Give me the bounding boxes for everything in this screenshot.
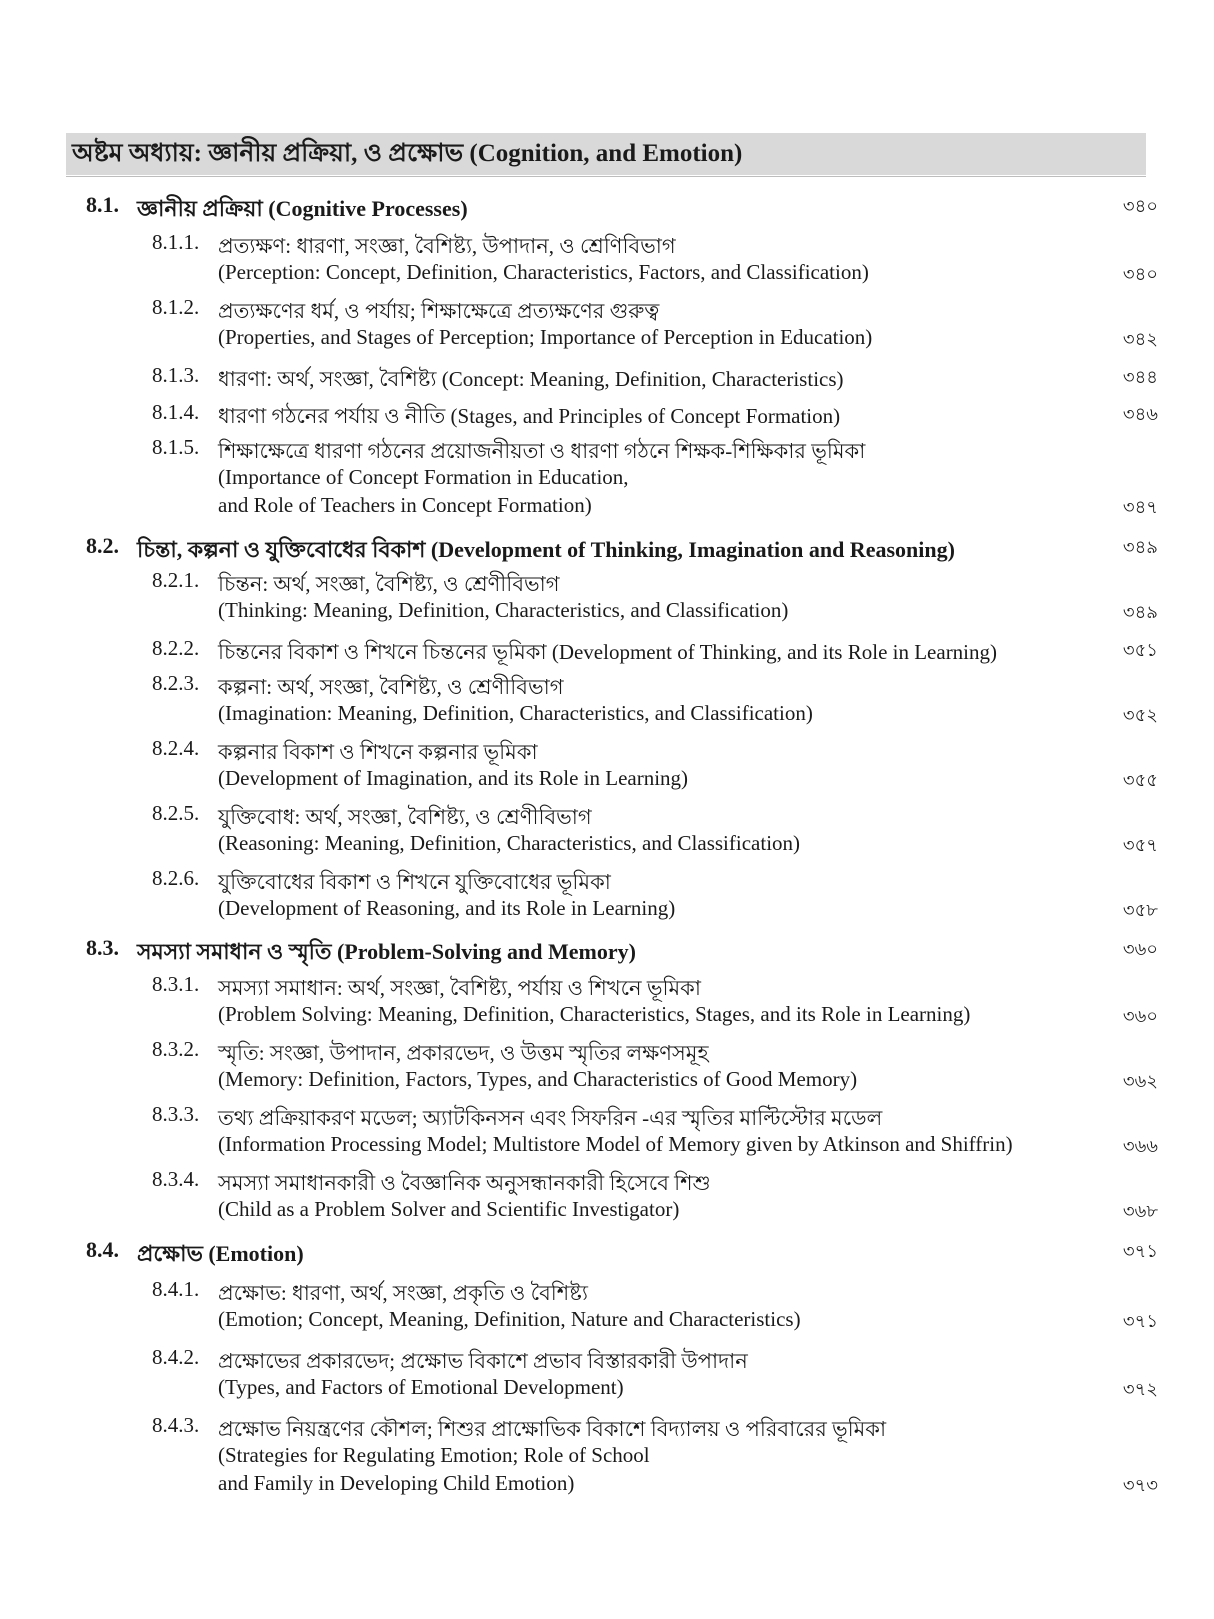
section-title: সমস্যা সমাধান ও স্মৃতি (Problem-Solving and Memory)	[137, 939, 636, 964]
entry-number: 8.4.2.	[152, 1345, 200, 1369]
entry-text: (Problem Solving: Meaning, Definition, Characteristics, Stages, and its Role in Learning)	[218, 1002, 971, 1026]
entry-text: (Imagination: Meaning, Definition, Characteristics, and Classification)	[218, 701, 813, 725]
entry-text: কল্পনার বিকাশ ও শিখনে কল্পনার ভূমিকা	[218, 740, 538, 764]
page-number: ৩৪৯	[1122, 602, 1158, 623]
entry-number: 8.3.4.	[152, 1167, 200, 1191]
entry-text: যুক্তিবোধের বিকাশ ও শিখনে যুক্তিবোধের ভূমিকা	[218, 870, 611, 894]
page-number: ৩৪২	[1122, 329, 1158, 350]
page-number: ৩৪৯	[1122, 537, 1158, 558]
section-number: 8.3.	[86, 935, 119, 960]
page-number: ৩৫২	[1122, 705, 1158, 726]
entry-number: 8.3.1.	[152, 972, 200, 996]
entry-text: (Development of Reasoning, and its Role in Learning)	[218, 896, 676, 920]
chapter-divider	[66, 176, 1146, 177]
entry-text: and Role of Teachers in Concept Formation)	[218, 493, 592, 517]
entry-text: (Emotion; Concept, Meaning, Definition, Nature and Characteristics)	[218, 1307, 801, 1331]
page-number: ৩৪৬	[1122, 404, 1158, 425]
entry-number: 8.2.5.	[152, 801, 200, 825]
entry-text: তথ্য প্রক্রিয়াকরণ মডেল; অ্যাটকিনসন এবং সিফরিন -এর স্মৃতির মাল্টিস্টোর মডেল	[218, 1106, 883, 1130]
page-number: ৩৫৫	[1122, 770, 1158, 791]
entry-text: (Properties, and Stages of Perception; Importance of Perception in Education)	[218, 325, 873, 349]
page-number: ৩৪৪	[1122, 367, 1158, 388]
page-number: ৩৭১	[1122, 1311, 1158, 1332]
entry-text: (Reasoning: Meaning, Definition, Characteristics, and Classification)	[218, 831, 801, 855]
entry-text: কল্পনা: অর্থ, সংজ্ঞা, বৈশিষ্ট্য, ও শ্রেণীবিভাগ	[218, 675, 564, 699]
entry-number: 8.2.6.	[152, 866, 200, 890]
entry-text: স্মৃতি: সংজ্ঞা, উপাদান, প্রকারভেদ, ও উত্তম স্মৃতির লক্ষণসমূহ	[218, 1041, 709, 1065]
page-number: ৩৪০	[1122, 264, 1158, 285]
entry-number: 8.3.2.	[152, 1037, 200, 1061]
entry-text: (Perception: Concept, Definition, Characteristics, Factors, and Classification)	[218, 260, 869, 284]
entry-number: 8.1.5.	[152, 435, 200, 459]
page-number: ৩৬২	[1122, 1071, 1158, 1092]
entry-number: 8.2.2.	[152, 636, 200, 660]
entry-text: প্রক্ষোভের প্রকারভেদ; প্রক্ষোভ বিকাশে প্রভাব বিস্তারকারী উপাদান	[218, 1349, 748, 1373]
entry-number: 8.1.1.	[152, 230, 200, 254]
entry-text: সমস্যা সমাধানকারী ও বৈজ্ঞানিক অনুসন্ধানকারী হিসেবে শিশু	[218, 1171, 711, 1195]
section-number: 8.1.	[86, 192, 119, 217]
entry-number: 8.1.4.	[152, 400, 200, 424]
page-number: ৩৫১	[1122, 640, 1158, 661]
entry-text: (Strategies for Regulating Emotion; Role of School	[218, 1443, 650, 1467]
entry-text: ধারণা: অর্থ, সংজ্ঞা, বৈশিষ্ট্য (Concept: Meaning, Definition, Characteristics)	[218, 367, 844, 391]
entry-number: 8.2.1.	[152, 568, 200, 592]
entry-number: 8.1.3.	[152, 363, 200, 387]
entry-text: and Family in Developing Child Emotion)	[218, 1471, 575, 1495]
entry-number: 8.2.4.	[152, 736, 200, 760]
section-number: 8.2.	[86, 533, 119, 558]
page-number: ৩৫৮	[1122, 900, 1158, 921]
entry-text: (Thinking: Meaning, Definition, Characteristics, and Classification)	[218, 598, 789, 622]
entry-text: (Types, and Factors of Emotional Development)	[218, 1375, 624, 1399]
entry-text: প্রক্ষোভ: ধারণা, অর্থ, সংজ্ঞা, প্রকৃতি ও বৈশিষ্ট্য	[218, 1281, 588, 1305]
entry-text: প্রত্যক্ষণের ধর্ম, ও পর্যায়; শিক্ষাক্ষেত্রে প্রত্যক্ষণের গুরুত্ব	[218, 299, 660, 323]
entry-text: চিন্তন: অর্থ, সংজ্ঞা, বৈশিষ্ট্য, ও শ্রেণীবিভাগ	[218, 572, 560, 596]
page-number: ৩৪৭	[1122, 497, 1158, 518]
entry-text: (Importance of Concept Formation in Education,	[218, 465, 629, 489]
entry-text: (Information Processing Model; Multistore Model of Memory given by Atkinson and Shiffrin)	[218, 1132, 1013, 1156]
page-number: ৩৭৩	[1122, 1475, 1158, 1496]
page-number: ৩৬০	[1122, 1006, 1158, 1027]
page-number: ৩৬৮	[1122, 1201, 1158, 1222]
page-number: ৩৬৬	[1122, 1136, 1158, 1157]
entry-text: শিক্ষাক্ষেত্রে ধারণা গঠনের প্রয়োজনীয়তা ও ধারণা গঠনে শিক্ষক-শিক্ষিকার ভূমিকা	[218, 439, 866, 463]
page-number: ৩৭১	[1122, 1241, 1158, 1262]
entry-text: যুক্তিবোধ: অর্থ, সংজ্ঞা, বৈশিষ্ট্য, ও শ্রেণীবিভাগ	[218, 805, 592, 829]
page-number: ৩৫৭	[1122, 835, 1158, 856]
entry-number: 8.4.3.	[152, 1413, 200, 1437]
entry-text: (Child as a Problem Solver and Scientific Investigator)	[218, 1197, 680, 1221]
page-number: ৩৭২	[1122, 1379, 1158, 1400]
entry-text: প্রত্যক্ষণ: ধারণা, সংজ্ঞা, বৈশিষ্ট্য, উপাদান, ও শ্রেণিবিভাগ	[218, 234, 676, 258]
entry-text: প্রক্ষোভ নিয়ন্ত্রণের কৌশল; শিশুর প্রাক্ষোভিক বিকাশে বিদ্যালয় ও পরিবারের ভূমিকা	[218, 1417, 887, 1441]
page-number: ৩৪০	[1122, 196, 1158, 217]
chapter-title-bar	[66, 133, 1146, 175]
section-title: চিন্তা, কল্পনা ও যুক্তিবোধের বিকাশ (Development of Thinking, Imagination and Reasoning)	[137, 537, 955, 562]
entry-text: ধারণা গঠনের পর্যায় ও নীতি (Stages, and Principles of Concept Formation)	[218, 404, 841, 428]
entry-number: 8.3.3.	[152, 1102, 200, 1126]
entry-number: 8.4.1.	[152, 1277, 200, 1301]
entry-number: 8.1.2.	[152, 295, 200, 319]
section-title: প্রক্ষোভ (Emotion)	[137, 1241, 304, 1266]
entry-text: সমস্যা সমাধান: অর্থ, সংজ্ঞা, বৈশিষ্ট্য, পর্যায় ও শিখনে ভূমিকা	[218, 976, 701, 1000]
section-title: জ্ঞানীয় প্রক্রিয়া (Cognitive Processes)	[137, 196, 468, 221]
entry-text: চিন্তনের বিকাশ ও শিখনে চিন্তনের ভূমিকা (Development of Thinking, and its Role in Learning)	[218, 640, 998, 664]
section-number: 8.4.	[86, 1237, 119, 1262]
entry-text: (Memory: Definition, Factors, Types, and Characteristics of Good Memory)	[218, 1067, 858, 1091]
page-number: ৩৬০	[1122, 939, 1158, 960]
entry-number: 8.2.3.	[152, 671, 200, 695]
chapter-title: অষ্টম অধ্যায়: জ্ঞানীয় প্রক্রিয়া, ও প্রক্ষোভ (Cognition, and Emotion)	[72, 139, 743, 167]
entry-text: (Development of Imagination, and its Role in Learning)	[218, 766, 689, 790]
